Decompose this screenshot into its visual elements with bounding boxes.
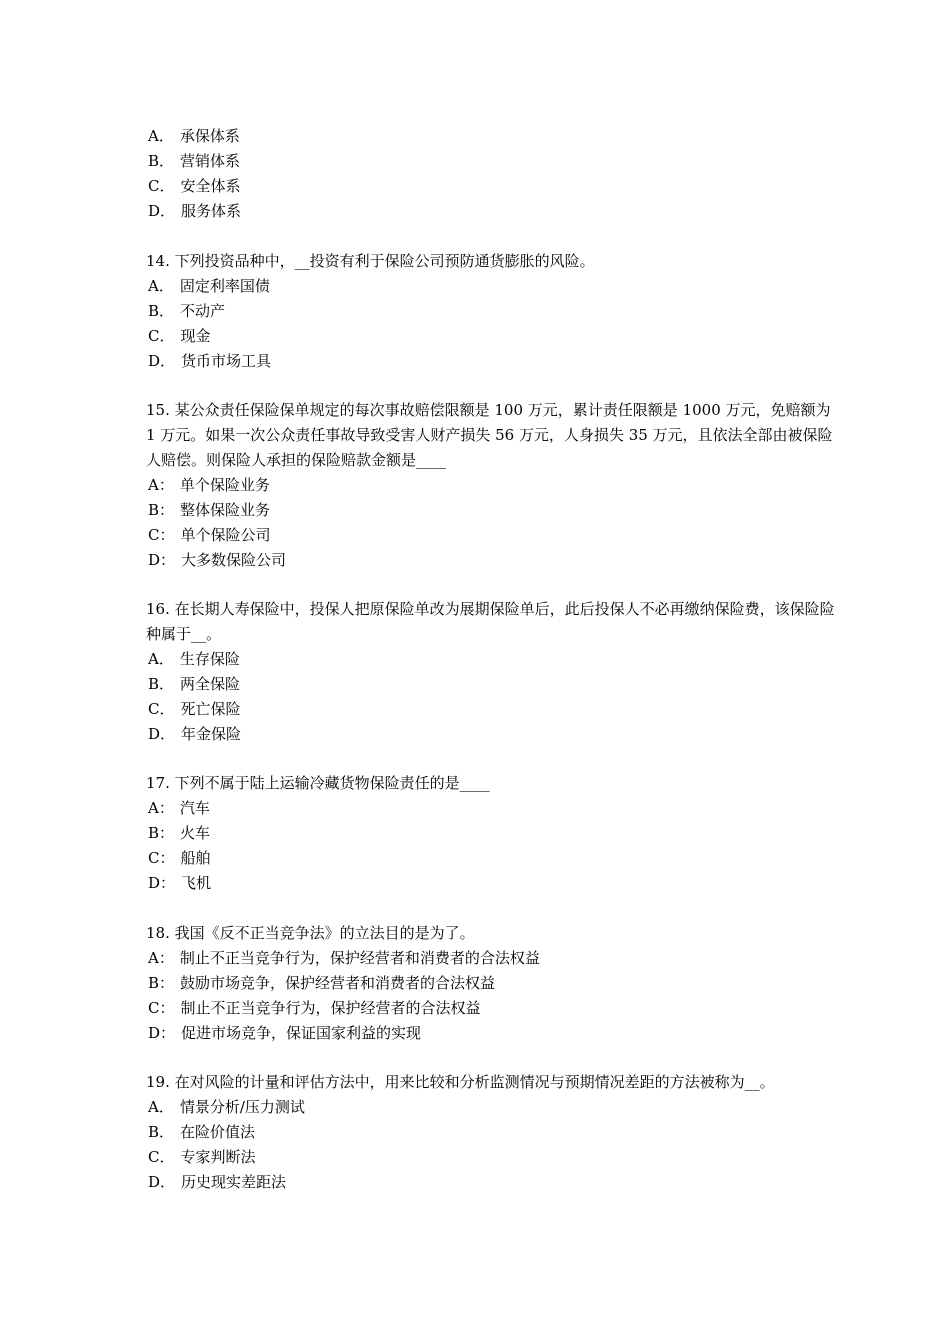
option-a	[146, 946, 836, 971]
option-a	[146, 1095, 836, 1120]
question-stem: 16. 在长期人寿保险中，投保人把原保险单改为展期保险单后，此后投保人不必再缴纳保险费，该保险险种属于__。	[146, 600, 835, 643]
option-text: 单个保险公司	[180, 526, 271, 544]
option-label: C．	[148, 177, 175, 195]
question-13	[146, 124, 836, 224]
option-d	[146, 1021, 836, 1046]
option-text: 生存保险	[179, 650, 240, 668]
option-b	[146, 299, 836, 324]
option-c	[146, 846, 836, 871]
option-label: B．	[148, 1123, 175, 1141]
option-d	[146, 199, 836, 224]
option-b	[146, 1120, 836, 1145]
option-label: B．	[148, 675, 175, 693]
option-label: A：	[148, 799, 174, 817]
question-stem: 18. 我国《反不正当竞争法》的立法目的是为了。	[146, 924, 475, 942]
option-label: A．	[148, 650, 174, 668]
option-text: 船舶	[180, 849, 211, 867]
option-text: 专家判断法	[180, 1148, 256, 1166]
option-label: A：	[148, 949, 174, 967]
option-c	[146, 1145, 836, 1170]
option-text: 大多数保险公司	[181, 551, 287, 569]
option-d	[146, 349, 836, 374]
option-a	[146, 647, 836, 672]
option-d	[146, 871, 836, 896]
option-text: 火车	[180, 824, 211, 842]
option-d	[146, 722, 836, 747]
option-a	[146, 473, 836, 498]
option-label: C．	[148, 1148, 175, 1166]
option-text: 整体保险业务	[180, 501, 271, 519]
question-17	[146, 771, 836, 896]
option-label: A．	[148, 1098, 174, 1116]
option-text: 现金	[180, 327, 211, 345]
option-label: A．	[148, 127, 174, 145]
question-stem: 14. 下列投资品种中，__投资有利于保险公司预防通货膨胀的风险。	[146, 252, 595, 270]
option-text: 安全体系	[180, 177, 241, 195]
question-14	[146, 249, 836, 374]
option-label: C：	[148, 999, 175, 1017]
option-text: 年金保险	[181, 725, 242, 743]
option-label: D．	[148, 202, 176, 220]
question-16	[146, 597, 836, 747]
option-a	[146, 274, 836, 299]
option-c	[146, 996, 836, 1021]
option-b	[146, 971, 836, 996]
option-label: A．	[148, 277, 174, 295]
option-label: C．	[148, 327, 175, 345]
option-label: D．	[148, 352, 176, 370]
question-15	[146, 398, 836, 573]
option-label: D．	[148, 725, 176, 743]
option-label: B：	[148, 974, 175, 992]
option-text: 制止不正当竞争行为，保护经营者和消费者的合法权益	[179, 949, 540, 967]
option-c	[146, 523, 836, 548]
question-19	[146, 1070, 836, 1195]
option-c	[146, 324, 836, 349]
option-d	[146, 1170, 836, 1195]
question-stem: 15. 某公众责任保险保单规定的每次事故赔偿限额是 100 万元，累计责任限额是 1000 万元，免赔额为 1 万元。如果一次公众责任事故导致受害人财产损失 56 万元，人身损失 35 万元，且依法全部由被保险人赔偿。则保险人承担的保险赔款金额是____	[146, 401, 833, 469]
option-label: B．	[148, 152, 175, 170]
option-text: 服务体系	[181, 202, 242, 220]
option-text: 情景分析/压力测试	[179, 1098, 305, 1116]
question-stem: 19. 在对风险的计量和评估方法中，用来比较和分析监测情况与预期情况差距的方法被称为__。	[146, 1073, 775, 1091]
option-b	[146, 498, 836, 523]
option-text: 在险价值法	[180, 1123, 256, 1141]
option-label: C：	[148, 526, 175, 544]
option-label: C：	[148, 849, 175, 867]
option-label: D：	[148, 1024, 176, 1042]
option-label: B：	[148, 824, 175, 842]
option-text: 营销体系	[180, 152, 241, 170]
question-stem: 17. 下列不属于陆上运输冷藏货物保险责任的是____	[146, 774, 490, 792]
option-text: 制止不正当竞争行为，保护经营者的合法权益	[180, 999, 481, 1017]
option-text: 飞机	[181, 874, 212, 892]
option-text: 固定利率国债	[179, 277, 270, 295]
option-label: D：	[148, 874, 176, 892]
option-text: 历史现实差距法	[181, 1173, 287, 1191]
option-d	[146, 548, 836, 573]
option-text: 促进市场竞争，保证国家利益的实现	[181, 1024, 422, 1042]
option-label: A：	[148, 476, 174, 494]
option-c	[146, 697, 836, 722]
option-text: 承保体系	[179, 127, 240, 145]
option-label: D．	[148, 1173, 176, 1191]
option-text: 汽车	[179, 799, 210, 817]
option-b	[146, 672, 836, 697]
option-text: 不动产	[180, 302, 226, 320]
option-a	[146, 796, 836, 821]
option-b	[146, 821, 836, 846]
option-text: 两全保险	[180, 675, 241, 693]
option-label: B：	[148, 501, 175, 519]
question-18	[146, 921, 836, 1046]
option-b	[146, 149, 836, 174]
option-label: B．	[148, 302, 175, 320]
option-text: 死亡保险	[180, 700, 241, 718]
option-label: D：	[148, 551, 176, 569]
option-c	[146, 174, 836, 199]
option-text: 单个保险业务	[179, 476, 270, 494]
option-text: 货币市场工具	[181, 352, 272, 370]
option-text: 鼓励市场竞争，保护经营者和消费者的合法权益	[180, 974, 496, 992]
option-a	[146, 124, 836, 149]
option-label: C．	[148, 700, 175, 718]
